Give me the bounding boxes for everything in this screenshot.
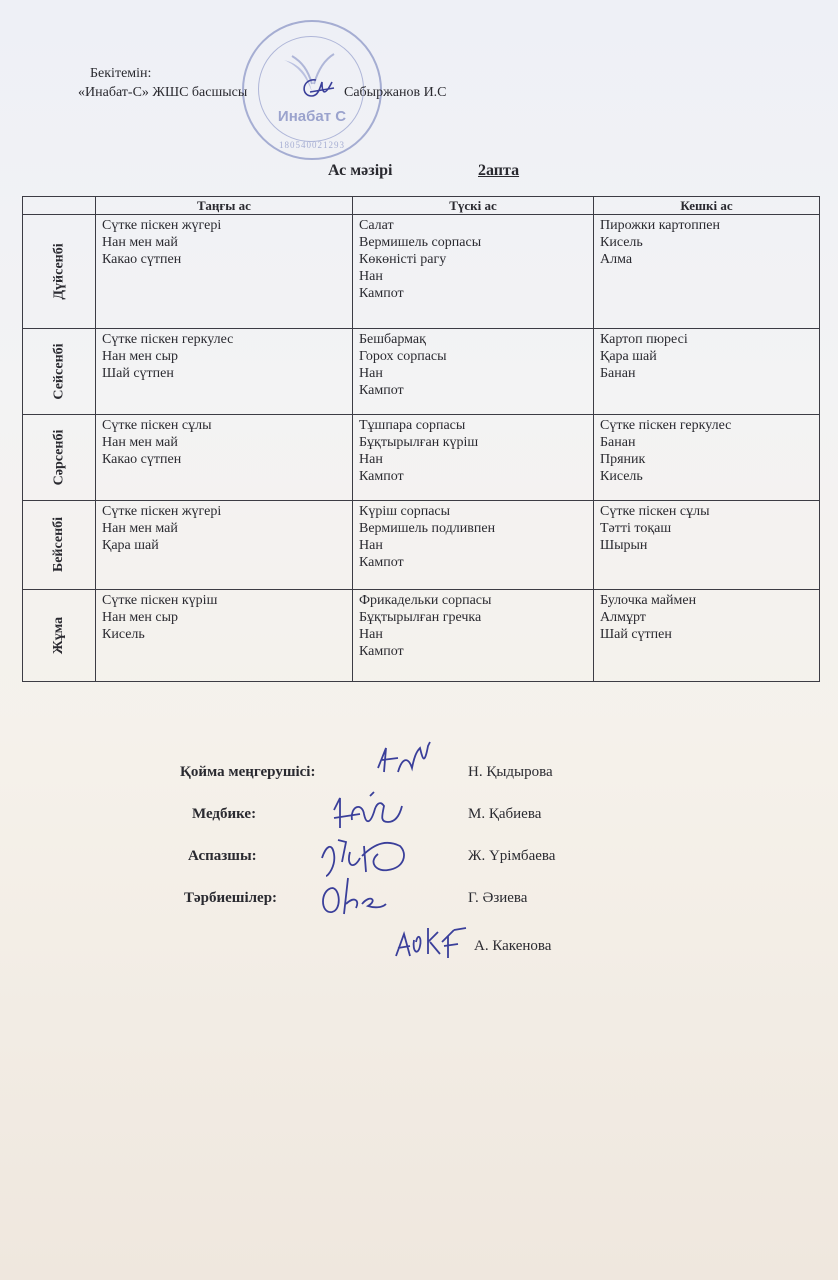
lunch-cell (353, 415, 594, 501)
week-label: 2апта (478, 162, 520, 179)
menu-item: Салат (359, 218, 394, 234)
day-cell (23, 500, 96, 590)
menu-item: Сүтке піскен сұлы (600, 503, 710, 519)
menu-item: Бұқтырылған күріш (359, 435, 479, 451)
menu-item: Сүтке піскен сұлы (102, 418, 212, 434)
dinner-cell (594, 500, 820, 590)
lunch-cell (353, 329, 594, 415)
signature-scribble (392, 924, 472, 964)
menu-item: Кампот (359, 644, 404, 660)
column-header-dinner: Кешкі ас (594, 197, 820, 215)
lunch-cell (353, 500, 594, 590)
column-header-breakfast: Таңғы ас (96, 197, 353, 215)
staff-role: Қойма меңгерушісі: (180, 764, 316, 780)
staff-role: Аспазшы: (188, 848, 257, 864)
menu-table (22, 196, 820, 682)
signature-scribble (372, 738, 434, 784)
menu-item: Пряник (600, 452, 646, 468)
day-cell (23, 415, 96, 501)
menu-item: Шырын (600, 537, 648, 553)
lunch-cell (353, 590, 594, 682)
menu-item: Булочка маймен (600, 593, 697, 609)
menu-item: Сүтке піскен жүгері (102, 503, 222, 519)
breakfast-cell (96, 500, 353, 590)
dinner-cell (594, 590, 820, 682)
menu-item: Тұшпара сорпасы (359, 418, 466, 434)
menu-item: Бешбармақ (359, 332, 426, 348)
menu-item: Вермишель подливпен (359, 520, 496, 536)
breakfast-cell (96, 415, 353, 501)
menu-item: Банан (600, 435, 636, 451)
dinner-cell (594, 415, 820, 501)
table-row (23, 415, 820, 501)
corner-cell (23, 197, 96, 215)
day-label: Сейсенбі (51, 343, 67, 400)
menu-item: Нан (359, 366, 383, 382)
page-title: Ас мәзірі (328, 162, 393, 179)
staff-name: Н. Қыдырова (468, 764, 553, 780)
menu-item: Шай сүтпен (600, 627, 672, 643)
menu-item: Шай сүтпен (102, 366, 174, 382)
menu-item: Бұқтырылған гречка (359, 610, 482, 626)
table-row (23, 500, 820, 590)
day-cell (23, 329, 96, 415)
day-cell (23, 215, 96, 329)
signature-scribble (318, 874, 388, 920)
staff-role: Медбике: (192, 806, 257, 822)
menu-item: Нан мен сыр (102, 610, 179, 626)
menu-item: Нан (359, 537, 383, 553)
menu-item: Фрикадельки сорпасы (359, 593, 492, 609)
staff-name: А. Какенова (474, 938, 552, 954)
stamp-bin: 180540021293 (279, 140, 345, 150)
table-row (23, 590, 820, 682)
breakfast-cell (96, 215, 353, 329)
menu-item: Сүтке піскен күріш (102, 593, 218, 609)
menu-item: Алма (600, 252, 633, 268)
menu-item: Кисель (600, 469, 643, 485)
table-row (23, 329, 820, 415)
dinner-cell (594, 215, 820, 329)
approve-label: Бекітемін: (90, 66, 152, 81)
breakfast-cell (96, 329, 353, 415)
day-cell (23, 590, 96, 682)
menu-item: Нан (359, 452, 383, 468)
menu-item: Тәтті тоқаш (600, 520, 672, 536)
director-signature (296, 74, 336, 104)
signature-scribble (330, 788, 406, 838)
menu-item: Какао сүтпен (102, 252, 182, 268)
menu-item: Нан мен май (102, 435, 178, 451)
breakfast-cell (96, 590, 353, 682)
menu-item: Кисель (600, 235, 643, 251)
menu-item: Қара шай (600, 349, 657, 365)
menu-item: Нан мен май (102, 235, 178, 251)
menu-item: Нан мен сыр (102, 349, 179, 365)
column-header-lunch: Түскі ас (353, 197, 594, 215)
approver-name: Сабыржанов И.С (344, 85, 447, 100)
day-label: Жұма (51, 616, 67, 655)
menu-item: Сүтке піскен геркулес (102, 332, 234, 348)
menu-item: Кампот (359, 554, 404, 570)
menu-item: Нан (359, 627, 383, 643)
table-header-row (23, 197, 820, 215)
menu-item: Кампот (359, 286, 404, 302)
menu-item: Нан мен май (102, 520, 178, 536)
menu-item: Картоп пюресі (600, 332, 688, 348)
menu-item: Сүтке піскен жүгері (102, 218, 222, 234)
approval-block (78, 64, 447, 102)
day-label: Бейсенбі (51, 517, 67, 573)
menu-item: Күріш сорпасы (359, 503, 451, 519)
staff-name: М. Қабиева (468, 806, 542, 822)
menu-item: Банан (600, 366, 636, 382)
menu-item: Кампот (359, 469, 404, 485)
menu-item: Сүтке піскен геркулес (600, 418, 732, 434)
menu-item: Пирожки картоппен (600, 218, 720, 234)
staff-name: Ж. Үрімбаева (468, 848, 556, 864)
menu-item: Қара шай (102, 537, 159, 553)
dinner-cell (594, 329, 820, 415)
menu-item: Алмұрт (600, 610, 646, 626)
staff-role: Тәрбиешілер: (184, 890, 278, 906)
table-row (23, 215, 820, 329)
day-label: Дүйсенбі (51, 243, 67, 301)
menu-item: Вермишель сорпасы (359, 235, 482, 251)
menu-item: Кисель (102, 627, 145, 643)
day-label: Сәрсенбі (51, 429, 67, 486)
menu-item: Какао сүтпен (102, 452, 182, 468)
lunch-cell (353, 215, 594, 329)
menu-item: Горох сорпасы (359, 349, 447, 365)
approver-org: «Инабат-С» ЖШС басшысы (78, 85, 248, 100)
staff-name: Г. Әзиева (468, 890, 528, 906)
stamp-text: Инабат С (277, 108, 347, 125)
menu-item: Көкөністі рагу (359, 252, 447, 268)
menu-item: Нан (359, 269, 383, 285)
menu-item: Кампот (359, 383, 404, 399)
